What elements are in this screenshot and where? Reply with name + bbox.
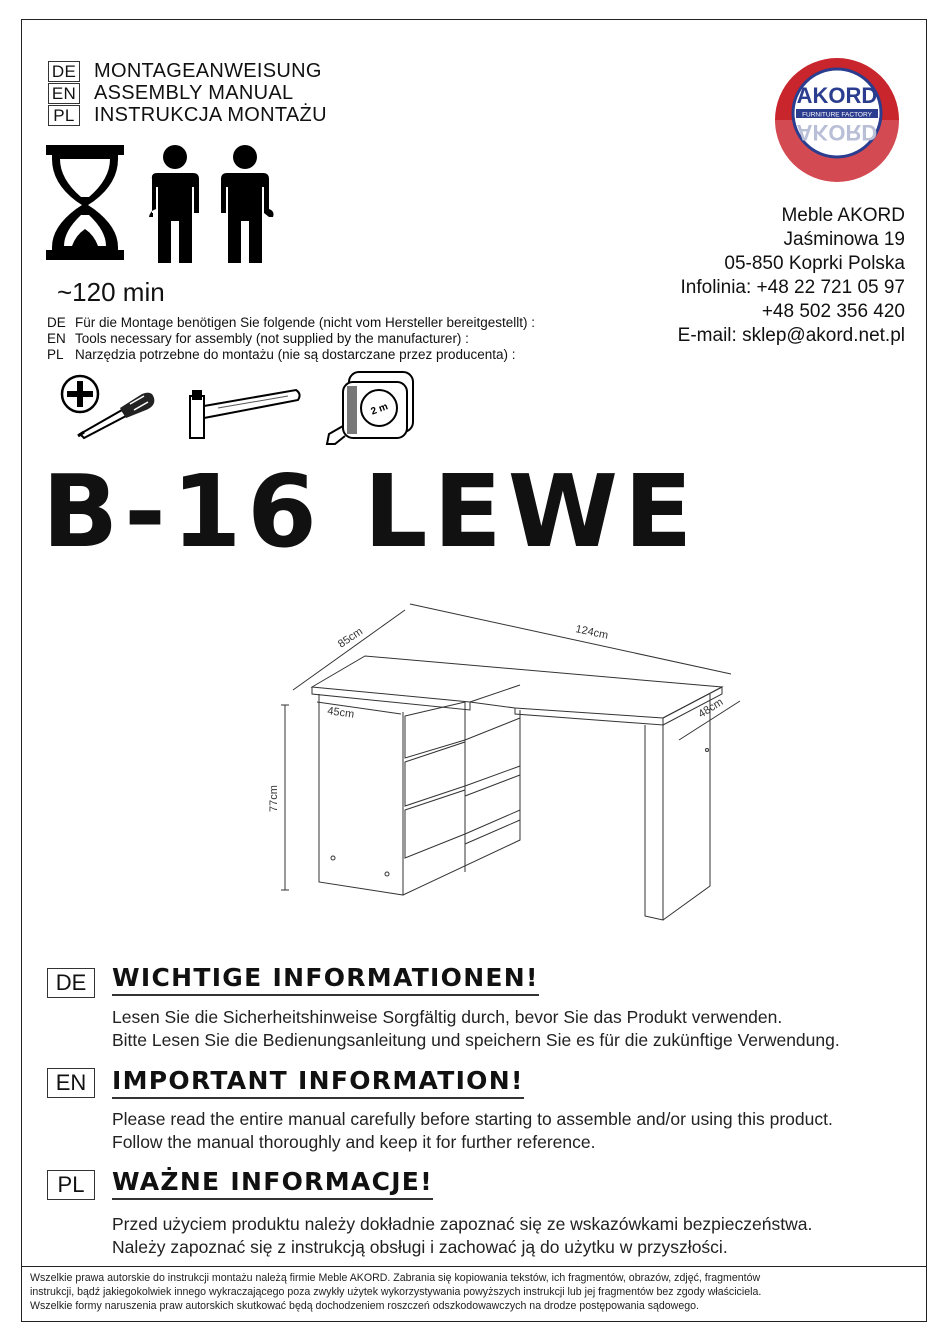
tape-measure-icon: [327, 372, 413, 444]
lang-label-pl: PL: [47, 1170, 95, 1200]
section-text-de-1: Lesen Sie die Sicherheitshinweise Sorgfältig durch, bevor Sie das Produkt verwenden.: [112, 1007, 783, 1027]
desk-dimension-drawing: [255, 590, 775, 930]
company-street: Jaśminowa 19: [783, 229, 905, 250]
company-city: 05-850 Koprki Polska: [724, 253, 905, 274]
section-text-pl-2: Należy zapoznać się z instrukcją obsługi i zachować ją do użytku w przyszłości.: [112, 1237, 728, 1257]
section-text-pl-1: Przed użyciem produktu należy dokładnie zapoznać się ze wskazówkami bezpieczeństwa.: [112, 1214, 813, 1234]
akord-logo: [764, 55, 910, 185]
footer-line: Wszelkie formy naruszenia praw autorskich skutkować będą dochodzeniem roszczeń odszkodowawczych na drodze postępowania sądowego.: [30, 1300, 699, 1312]
lang-label-en: EN: [47, 1068, 95, 1098]
company-email: E-mail: sklep@akord.net.pl: [677, 325, 905, 346]
dim-width: 124cm: [574, 623, 610, 642]
logo-brand: AKORD: [796, 83, 878, 108]
footer-line: instrukcji, bądź jakiegokolwiek innego wykraczającego poza zwykły użytek wykorzystywania powyższych instrukcji lub jej fragmentów bez zgody właściciela.: [30, 1286, 762, 1298]
section-heading-de: WICHTIGE INFORMATIONEN!: [112, 963, 539, 996]
tools-note-de: DE Für die Montage benötigen Sie folgende (nicht vom Hersteller bereitgestellt) :: [47, 315, 535, 330]
footer-line: Wszelkie prawa autorskie do instrukcji montażu należą firmie Meble AKORD. Zabrania się kopiowania tekstów, ich fragmentów, obrazów, zdjęć, fragmentów: [30, 1272, 761, 1284]
logo-reflection: AKORD: [796, 120, 878, 145]
assembly-requirements-icons: [42, 143, 282, 268]
section-text-en-1: Please read the entire manual carefully before starting to assemble and/or using this product.: [112, 1109, 833, 1129]
hourglass-icon: [46, 145, 124, 260]
person-icon: [149, 145, 199, 263]
logo-tagline: FURNITURE FACTORY: [802, 111, 872, 119]
dim-height: 77cm: [268, 785, 280, 812]
hammer-icon: [190, 390, 300, 438]
product-title: B-16 LEWE: [42, 453, 699, 570]
dim-right-depth: 48cm: [696, 696, 726, 721]
manual-title-de: DE MONTAGEANWEISUNG: [48, 60, 322, 82]
copyright-footer: [30, 1271, 920, 1313]
tape-label: 2 m: [369, 401, 390, 418]
tools-illustration: [58, 368, 428, 450]
assembly-duration: ~120 min: [57, 277, 165, 307]
company-name: Meble AKORD: [781, 205, 905, 226]
tools-note-pl: PL Narzędzia potrzebne do montażu (nie są dostarczane przez producenta) :: [47, 347, 516, 362]
section-heading-pl: WAŻNE INFORMACJE!: [112, 1167, 433, 1200]
person-icon: [221, 145, 274, 263]
section-heading-en: IMPORTANT INFORMATION!: [112, 1066, 524, 1099]
tools-note-en: EN Tools necessary for assembly (not supplied by the manufacturer) :: [47, 331, 469, 346]
dim-cabinet-depth: 45cm: [326, 705, 355, 721]
company-phone-2: +48 502 356 420: [761, 301, 905, 322]
manual-title-pl: PL INSTRUKCJA MONTAŻU: [48, 104, 327, 126]
section-text-de-2: Bitte Lesen Sie die Bedienungsanleitung und speichern Sie es für die zukünftige Verwendung.: [112, 1030, 840, 1050]
company-phone-1: Infolinia: +48 22 721 05 97: [680, 277, 905, 298]
dim-left-depth: 85cm: [335, 625, 365, 651]
manual-title-en: EN ASSEMBLY MANUAL: [48, 82, 293, 104]
phillips-screwdriver-icon: [62, 376, 154, 438]
lang-label-de: DE: [47, 968, 95, 998]
section-text-en-2: Follow the manual thoroughly and keep it for further reference.: [112, 1132, 596, 1152]
footer-divider: [21, 1266, 927, 1267]
